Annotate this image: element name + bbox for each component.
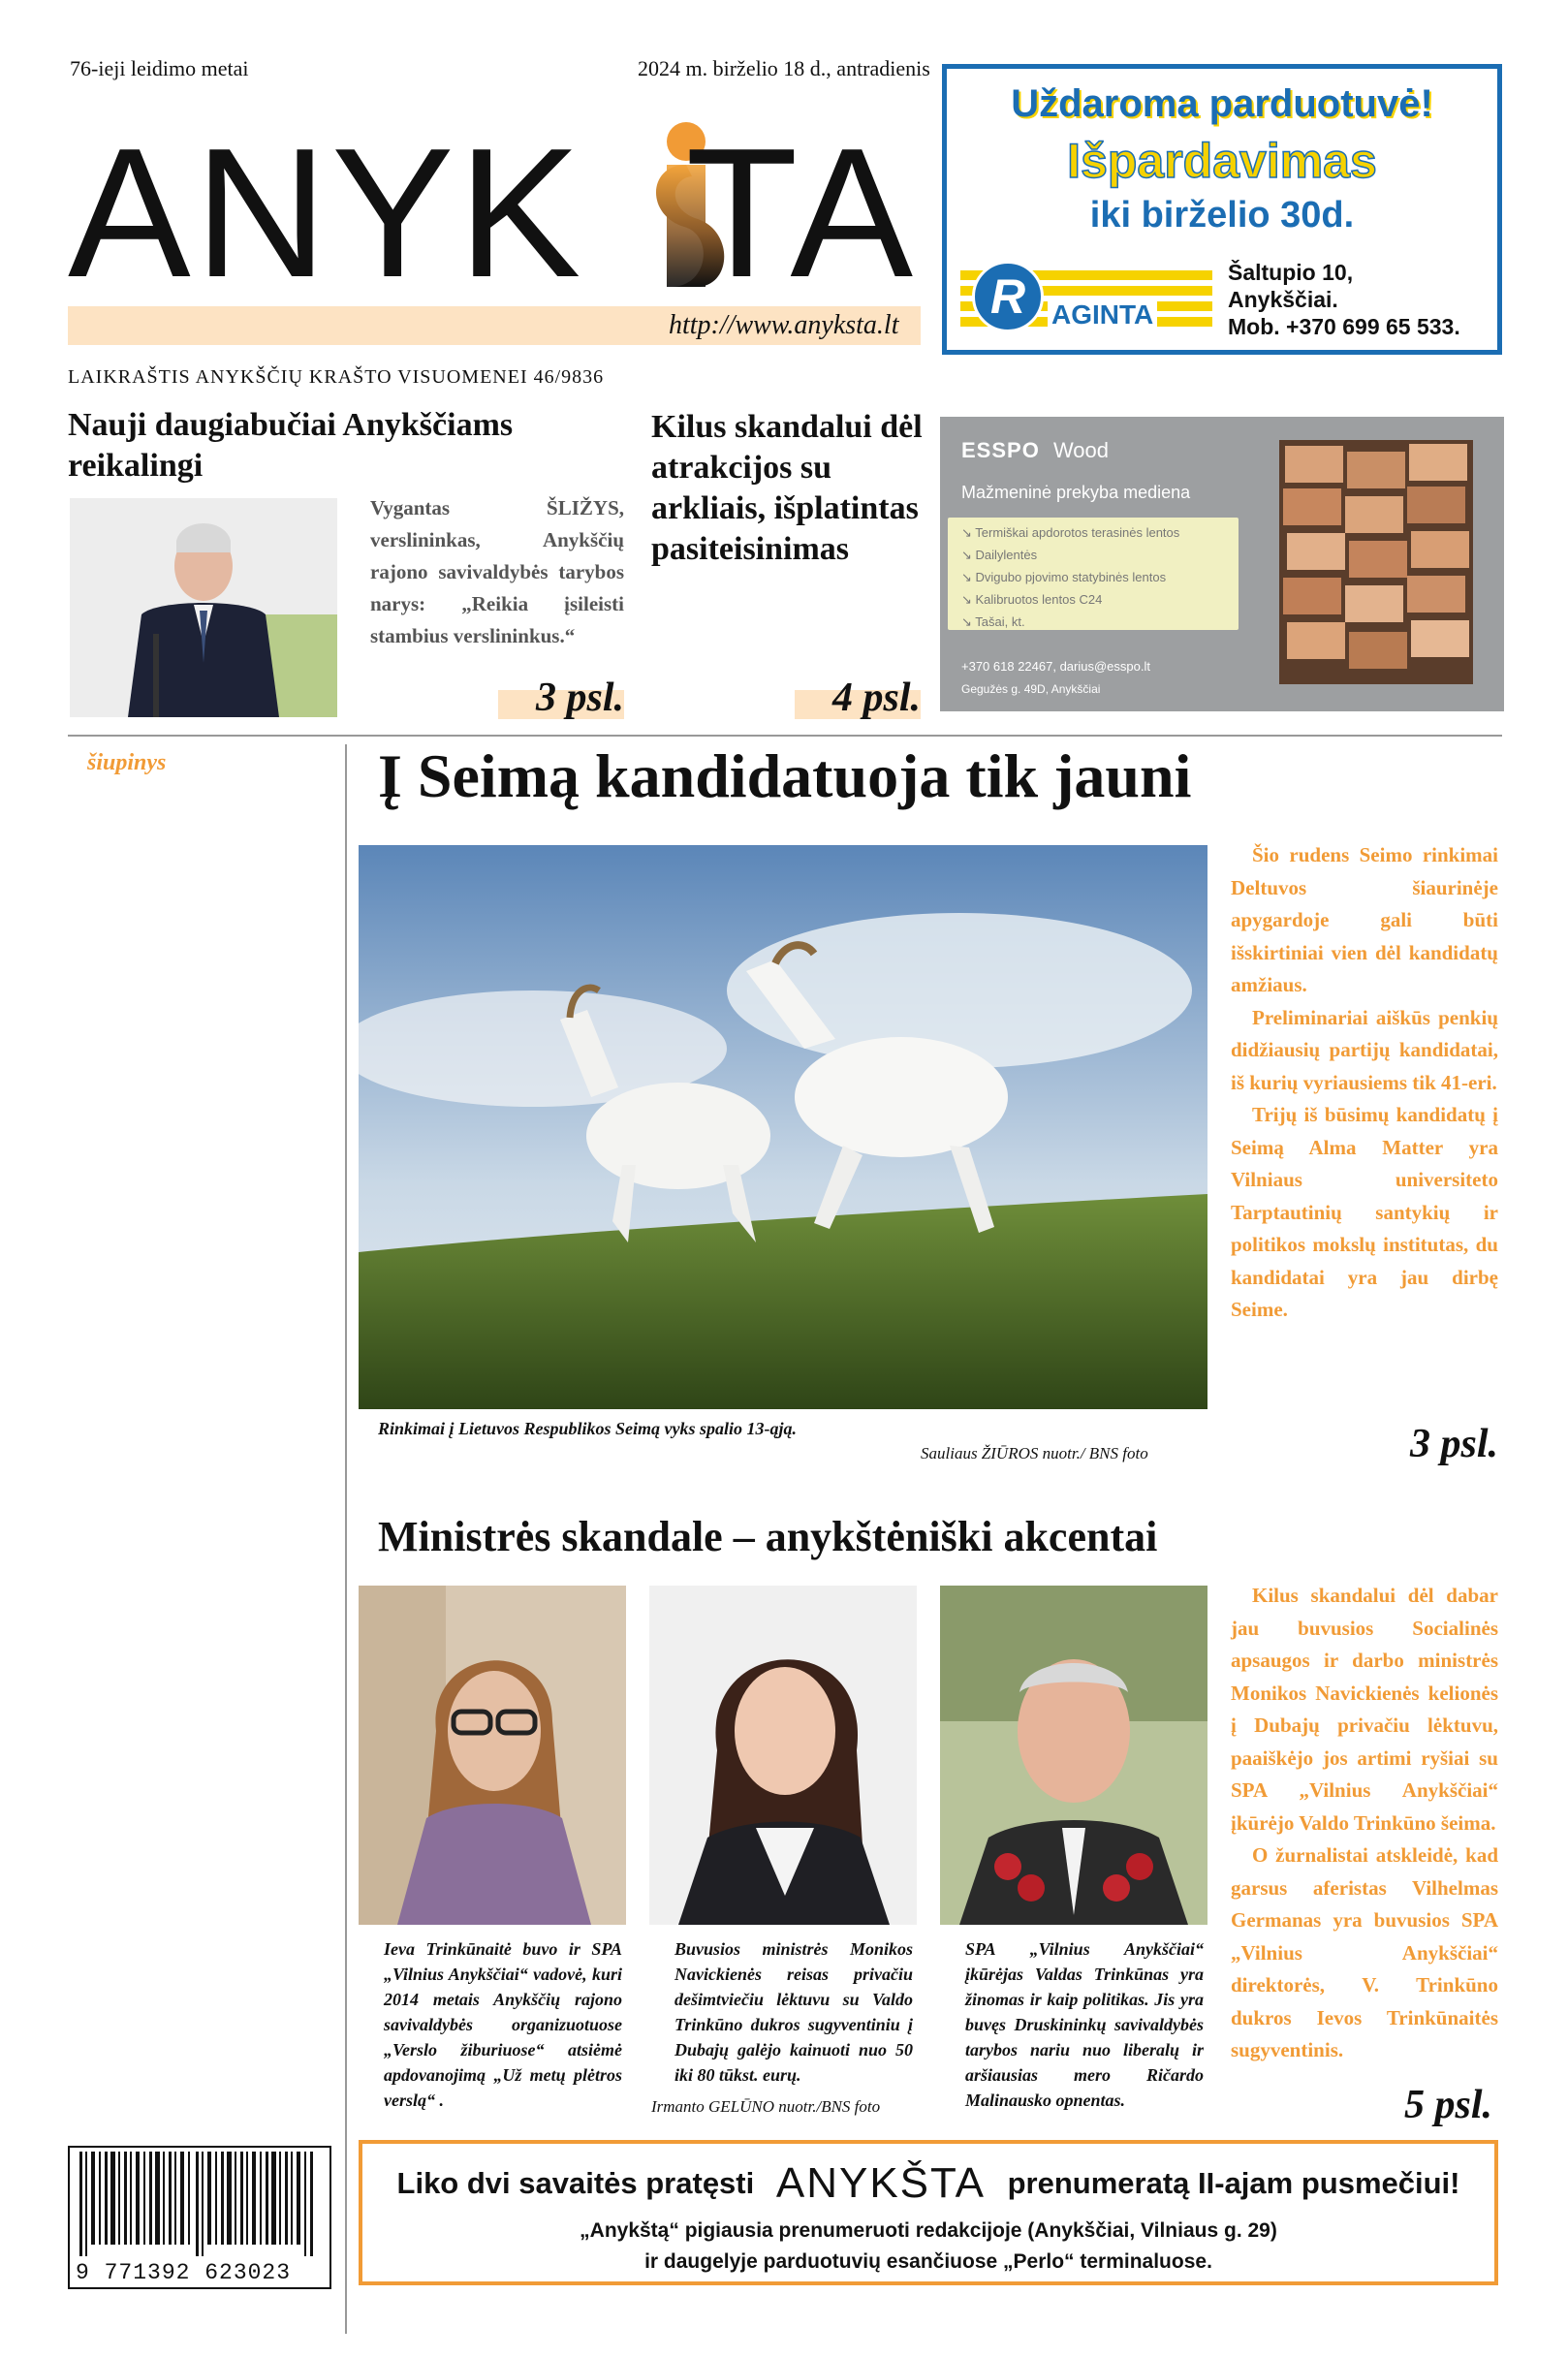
promo-line1-after: prenumeratą II-ajam pusmečiui!: [1007, 2166, 1460, 2200]
wood-blocks-image: [1279, 440, 1473, 684]
lead-photo-goats[interactable]: [359, 845, 1207, 1409]
website-url[interactable]: http://www.anyksta.lt: [669, 310, 899, 340]
second-page[interactable]: 5 psl.: [1403, 2083, 1492, 2127]
promo-line3: ir daugelyje parduotuvių esančiuose „Perlo“ terminaluose.: [644, 2250, 1212, 2273]
raginta-logo: [960, 261, 1212, 330]
esspo-brand-suffix: Wood: [1052, 438, 1110, 462]
lead-paragraph: Šio rudens Seimo rinkimai Deltuvos šiaurinėje apygardoje gali būti išskirtiniai vien dėl kandidatų amžiaus.: [1231, 843, 1498, 996]
ad-raginta-city: Anykščiai.: [1228, 287, 1338, 312]
ad-raginta-line2: Išpardavimas: [1067, 134, 1377, 188]
esspo-list-item: ↘ Tašai, kt.: [961, 614, 1025, 629]
teaser-1-photo[interactable]: [70, 498, 337, 717]
portrait-monika[interactable]: [649, 1586, 917, 1925]
ad-raginta-address: Šaltupio 10,: [1228, 260, 1354, 285]
esspo-address: Gegužės g. 49D, Anykščiai: [961, 682, 1101, 696]
ad-raginta-line1: Uždaroma parduotuvė!: [1011, 82, 1433, 125]
esspo-contact: +370 618 22467, darius@esspo.lt: [961, 659, 1150, 674]
second-photo-credit: Irmanto GELŪNO nuotr./BNS foto: [651, 2097, 881, 2116]
lead-photo-credit: Sauliaus ŽIŪROS nuotr./ BNS foto: [921, 1444, 1148, 1462]
barcode-digits: 9 771392 623023: [76, 2260, 292, 2285]
caption-ieva: Ieva Trinkūnaitė buvo ir SPA „Vilnius Anykščiai“ vadovė, kuri 2014 metais Anykščių rajono savivaldybės organizuotuose „Verslo žiburiuose“ atsiėmė apdovanojimą „Už metų plėtros verslą“ .: [384, 1939, 622, 2110]
esspo-list-item: ↘ Kalibruotos lentos C24: [961, 592, 1103, 607]
raginta-r-icon: R: [972, 261, 1044, 332]
esspo-list-item: ↘ Dailylentės: [961, 548, 1038, 562]
lead-paragraph: Preliminariai aiškūs penkių didžiausių partijų kandidatai, iš kurių vyriausiems tik 41-eri.: [1231, 1005, 1498, 1094]
lead-title[interactable]: Į Seimą kandidatuoja tik jauni: [378, 741, 1192, 810]
second-body: [1231, 1580, 1498, 2067]
logo-wordmark: ANYK TA: [68, 110, 920, 316]
issue-date: 2024 m. birželio 18 d., antradienis: [638, 56, 930, 80]
teaser-1-quote: Vygantas ŠLIŽYS, verslininkas, Anykščių rajono savivaldybės tarybos narys: „Reikia įsileisti stambius verslininkus.“: [370, 496, 624, 647]
ad-raginta[interactable]: [942, 64, 1502, 355]
section-label: šiupinys: [87, 750, 167, 775]
newspaper-tagline: LAIKRAŠTIS ANYKŠČIŲ KRAŠTO VISUOMENEI 46/9836: [68, 366, 605, 388]
ad-raginta-phone: Mob. +370 699 65 533.: [1228, 314, 1460, 339]
promo-line1: [362, 2159, 1494, 2208]
barcode: [68, 2146, 331, 2289]
teaser-2-title[interactable]: Kilus skandalui dėl atrakcijos su arkliais, išplatintas pasiteisinimas: [651, 409, 923, 567]
promo-line2: „Anykštą“ pigiausia prenumeruoti redakcijoje (Anykščiai, Vilniaus g. 29): [580, 2219, 1277, 2242]
teaser-1-title[interactable]: Nauji daugiabučiai Anykščiams reikalingi: [68, 407, 514, 484]
esspo-list-item: ↘ Dvigubo pjovimo statybinės lentos: [961, 570, 1167, 584]
promo-logo: ANYKŠTA: [775, 2159, 986, 2207]
esspo-brand: ESSPO: [961, 438, 1040, 462]
lead-caption: Rinkimai į Lietuvos Respublikos Seimą vyks spalio 13-ąją.: [378, 1419, 798, 1438]
caption-monika: Buvusios ministrės Monikos Navickienės reisas privačiu dešimtviečiu lėktuvu su Valdo Trinkūno dukros sugyventiniu į Dubajų galėjo kainuoti nuo 50 iki 80 tūkst. eurų.: [674, 1939, 913, 2085]
esspo-list-item: ↘ Termiškai apdorotos terasinės lentos: [961, 525, 1180, 540]
esspo-list: [948, 518, 1239, 630]
lead-page[interactable]: 3 psl.: [1409, 1422, 1498, 1466]
barcode-bars: [72, 2152, 331, 2258]
subscription-promo[interactable]: [359, 2140, 1498, 2285]
raginta-brand: AGINTA: [1048, 299, 1157, 330]
ad-raginta-line3: iki birželio 30d.: [1089, 195, 1355, 236]
lead-body: [1231, 839, 1498, 1327]
edition-year: 76-ieji leidimo metai: [70, 56, 249, 80]
teaser-1-page[interactable]: 3 psl.: [535, 676, 624, 720]
lead-paragraph: Trijų iš būsimų kandidatų į Seimą Alma Matter yra Vilniaus universiteto Tarptautinių santykių ir politikos mokslų institutas, du kandidatai yra jau dirbę Seime.: [1231, 1103, 1498, 1321]
divider-top: [68, 735, 1502, 737]
teaser-2-page[interactable]: 4 psl.: [831, 676, 921, 720]
second-paragraph: O žurnalistai atskleidė, kad garsus aferistas Vilhelmas Germanas yra buvusios SPA „Vilnius Anykščiai“ direktorės, V. Trinkūno dukros Ievos Trinkūnaitės sugyventinis.: [1231, 1843, 1498, 2061]
esspo-subtitle: Mažmeninė prekyba mediena: [961, 483, 1191, 502]
ad-esspo[interactable]: [940, 417, 1504, 711]
second-paragraph: Kilus skandalui dėl dabar jau buvusios Socialinės apsaugos ir darbo ministrės Monikos Navickienės kelionės į Dubajų privačiu lėktuvu, paaiškėjo jos artimi ryšiai su SPA „Vilnius Anykščiai“ įkūrėjo Valdo Trinkūno šeima.: [1231, 1584, 1498, 1835]
divider-left-column: [345, 744, 347, 2334]
caption-valdas: SPA „Vilnius Anykščiai“ įkūrėjas Valdas Trinkūnas yra žinomas ir kaip politikas. Jis yra buvęs Druskininkų savivaldybės tarybos nariu nuo liberalų ir aršiausias mero Ričardo Malinausko opnentas.: [965, 1939, 1204, 2110]
second-title[interactable]: Ministrės skandale – anykštėniški akcentai: [378, 1513, 1158, 1560]
promo-line1-before: Liko dvi savaitės pratęsti: [396, 2166, 755, 2200]
portrait-valdas[interactable]: [940, 1586, 1207, 1925]
portrait-ieva[interactable]: [359, 1586, 626, 1925]
